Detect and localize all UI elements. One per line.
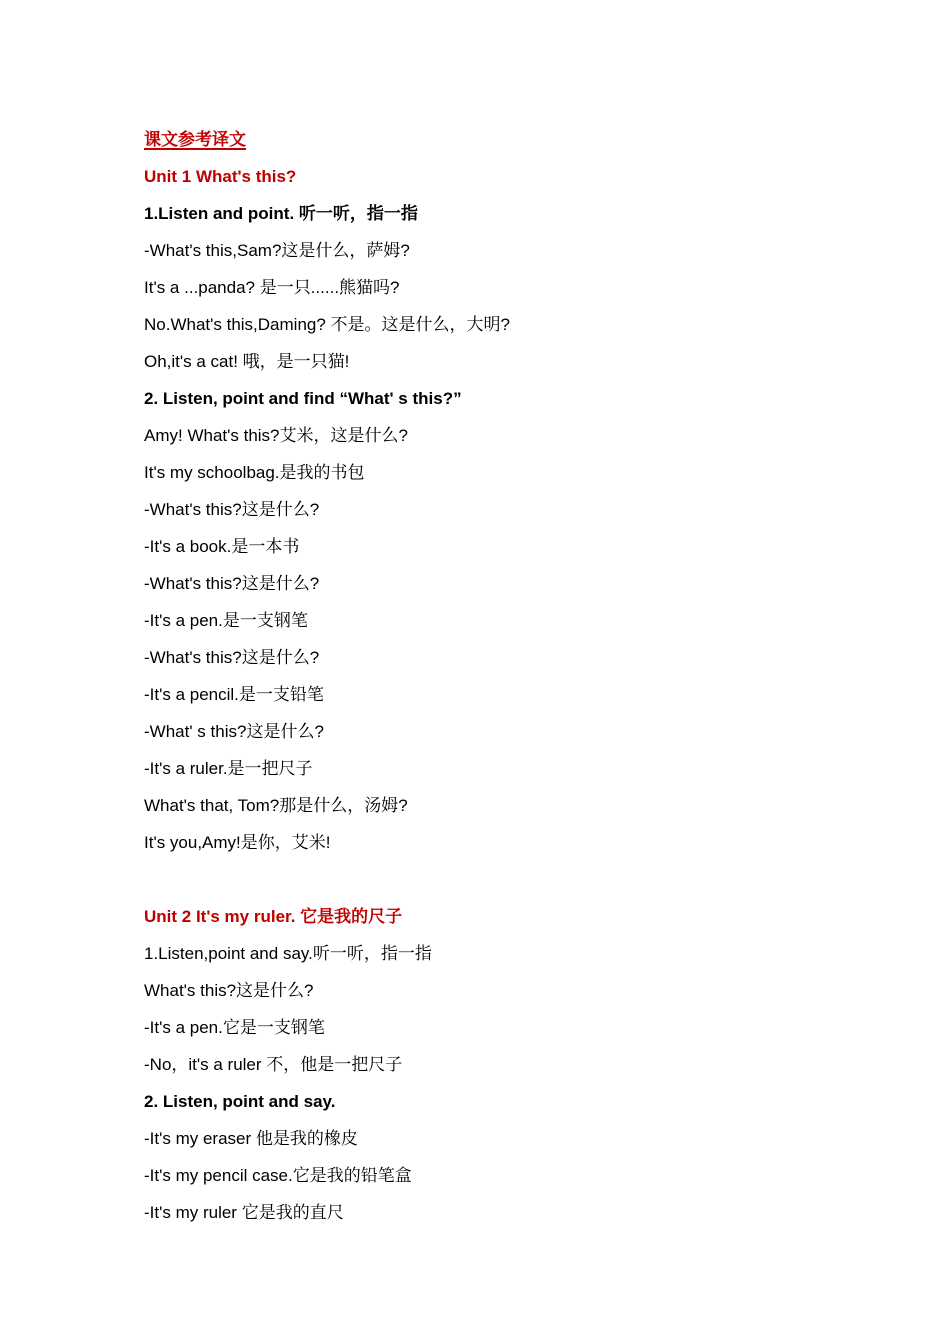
unit1-line: -What's this?这是什么? (144, 648, 320, 667)
unit1-line: -It's a pen.是一支钢笔 (144, 611, 308, 630)
unit1-line: -What's this,Sam?这是什么，萨姆? (144, 241, 410, 260)
section-spacer (144, 861, 844, 898)
unit2-line: -It's my pencil case.它是我的铅笔盒 (144, 1166, 412, 1185)
unit2-line: -It's my eraser 他是我的橡皮 (144, 1129, 358, 1148)
unit2-section1-heading: 1.Listen,point and say.听一听，指一指 (144, 944, 432, 963)
unit1-line: -It's a pencil.是一支铅笔 (144, 685, 324, 704)
document-title: 课文参考译文 (144, 130, 246, 149)
unit2-line: -It's a pen.它是一支钢笔 (144, 1018, 325, 1037)
unit1-heading: Unit 1 What's this? (144, 167, 297, 186)
unit2-section2-heading: 2. Listen, point and say. (144, 1092, 336, 1111)
unit1-section1-heading: 1.Listen and point. 听一听，指一指 (144, 204, 418, 223)
unit1-line: It's you,Amy!是你，艾米! (144, 833, 331, 852)
unit1-line: -It's a ruler.是一把尺子 (144, 759, 313, 778)
unit1-line: It's my schoolbag.是我的书包 (144, 463, 365, 482)
unit1-line: No.What's this,Daming? 不是。这是什么，大明? (144, 315, 510, 334)
unit2-heading: Unit 2 It's my ruler. 它是我的尺子 (144, 907, 403, 926)
unit1-line: -What's this?这是什么? (144, 500, 320, 519)
unit1-line: It's a ...panda? 是一只......熊猫吗? (144, 278, 400, 297)
unit1-section2-heading: 2. Listen, point and find “What' s this?” (144, 389, 462, 408)
unit1-line: -What' s this?这是什么? (144, 722, 324, 741)
unit2-line: -It's my ruler 它是我的直尺 (144, 1203, 344, 1222)
unit1-line: -It's a book.是一本书 (144, 537, 300, 556)
unit1-line: What's that, Tom?那是什么，汤姆? (144, 796, 408, 815)
unit1-line: Oh,it's a cat! 哦，是一只猫! (144, 352, 350, 371)
document-content (144, 121, 844, 1231)
unit2-line: What's this?这是什么? (144, 981, 314, 1000)
unit1-line: -What's this?这是什么? (144, 574, 320, 593)
unit1-line: Amy! What's this?艾米，这是什么? (144, 426, 408, 445)
unit2-line: -No，it's a ruler 不，他是一把尺子 (144, 1055, 403, 1074)
